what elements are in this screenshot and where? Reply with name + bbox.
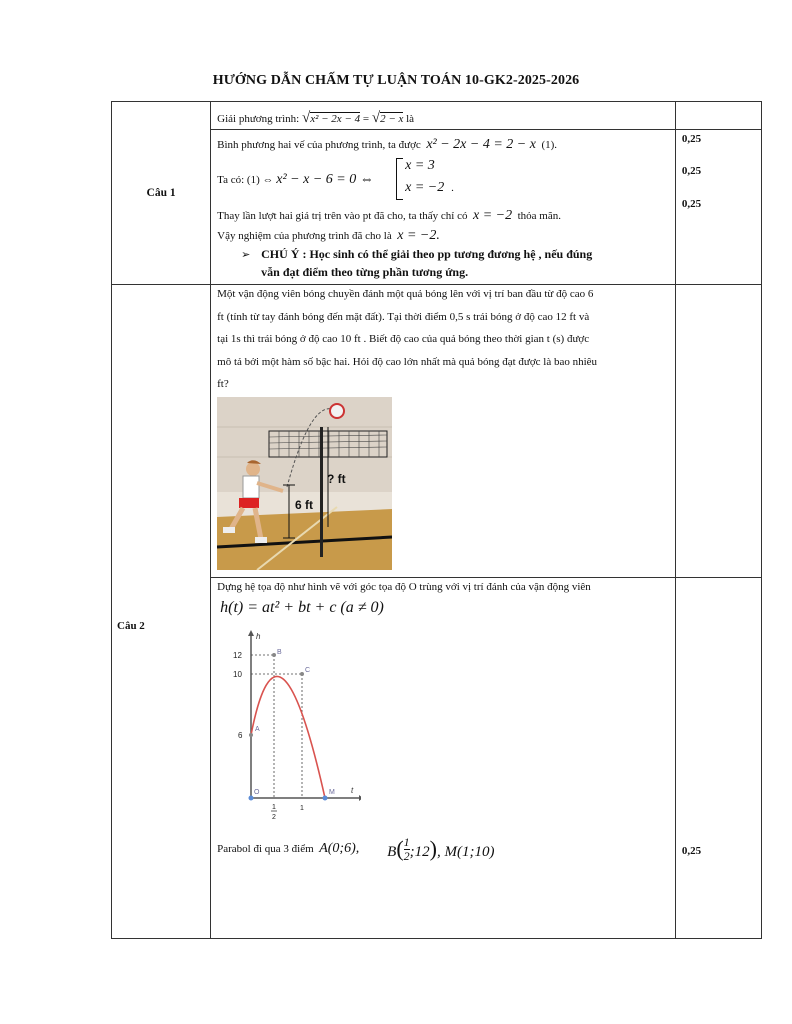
q1-prompt-cell bbox=[211, 102, 676, 130]
q1-note-line1: CHÚ Ý : Học sinh có thể giải theo pp tương đương hệ , nếu đúng bbox=[261, 247, 593, 261]
q1-step1-tag: (1). bbox=[541, 139, 558, 151]
axis-x-label: t bbox=[351, 786, 354, 795]
q1-prompt bbox=[217, 110, 414, 127]
parabola-text: Parabol đi qua 3 điểm bbox=[217, 843, 314, 855]
parabola-curve bbox=[251, 676, 325, 798]
q1-prompt-post: là bbox=[406, 113, 415, 125]
q1-rhs: 2 − x bbox=[380, 113, 404, 125]
q1-score-1: 0,25 bbox=[681, 133, 702, 145]
q2-line: mô tả bởi một hàm số bậc hai. Hỏi độ cao lớn nhất mà quả bóng đạt được là bao nhiêu bbox=[217, 355, 598, 368]
q1-step4-text: Vậy nghiệm của phương trình đã cho là bbox=[217, 230, 392, 242]
q2-line: ft? bbox=[217, 378, 229, 390]
label-o: O bbox=[254, 789, 260, 796]
point-m bbox=[323, 796, 328, 801]
sqrt-sign-icon: √ bbox=[371, 110, 381, 126]
q2-problem-cell bbox=[211, 285, 676, 578]
q1-step4 bbox=[217, 228, 440, 244]
q1-step3 bbox=[217, 208, 561, 224]
point-b-y: ;12 bbox=[409, 844, 430, 860]
tick-half-den: 2 bbox=[272, 814, 277, 821]
q1-step3-math: x = −2 bbox=[472, 208, 513, 223]
photo-label-bottom: 6 ft bbox=[295, 498, 314, 512]
q1-lhs: x² − 2x − 4 bbox=[310, 113, 361, 125]
q2-problem-row bbox=[112, 285, 762, 578]
q2-setup: Dựng hệ tọa độ như hình vẽ với góc tọa độ O trùng với vị trí đánh của vận động viên bbox=[217, 581, 591, 593]
grading-table bbox=[111, 101, 762, 939]
q1-root2: x = −2 bbox=[405, 180, 445, 195]
label-c: C bbox=[305, 667, 311, 674]
volleyball-illustration bbox=[217, 397, 392, 570]
point-o bbox=[249, 796, 254, 801]
q1-eq: = bbox=[362, 113, 370, 125]
q1-solution-cell bbox=[211, 130, 676, 285]
tick-6: 6 bbox=[238, 731, 243, 740]
point-c bbox=[300, 672, 304, 676]
q2-solution-cell bbox=[211, 578, 676, 939]
q1-label: Câu 1 bbox=[146, 187, 176, 199]
q1-step1-text: Bình phương hai vế của phương trình, ta được bbox=[217, 139, 421, 151]
page-title: HƯỚNG DẪN CHẤM TỰ LUẬN TOÁN 10-GK2-2025-2026 bbox=[212, 73, 580, 88]
q1-step2-end: . bbox=[451, 182, 454, 194]
point-b bbox=[272, 653, 276, 657]
q2-line: tại 1s thì trái bóng ở độ cao 10 ft . Biết độ cao của quả bóng theo thời gian t (s) được bbox=[217, 333, 590, 345]
q2-problem-score-cell bbox=[675, 285, 761, 578]
point-b-num: 1 bbox=[403, 835, 410, 850]
q2-label-cell bbox=[112, 285, 211, 939]
photo-label-top: ? ft bbox=[327, 472, 346, 486]
parabola-graph bbox=[231, 628, 361, 823]
tick-half-num: 1 bbox=[272, 804, 277, 811]
point-m-coord: , M(1;10) bbox=[436, 844, 495, 860]
q2-formula: h(t) = at² + bt + c (a ≠ 0) bbox=[220, 599, 384, 616]
q1-step2-math: x² − x − 6 = 0 ⇔ bbox=[276, 172, 374, 187]
label-b: B bbox=[277, 649, 282, 656]
axis-y-label: h bbox=[256, 632, 261, 641]
label-a: A bbox=[255, 726, 260, 733]
q1-root1: x = 3 bbox=[405, 158, 435, 173]
q1-score-2: 0,25 bbox=[681, 165, 702, 177]
q2-label: Câu 2 bbox=[117, 620, 145, 632]
q1-score-cell bbox=[675, 130, 761, 285]
q1-prompt-score-cell bbox=[675, 102, 761, 130]
point-b-name: B bbox=[387, 844, 397, 860]
q2-score-cell bbox=[675, 578, 761, 939]
q1-step2-text: Ta có: (1) ⇔ bbox=[217, 174, 274, 186]
q2-line: ft (tính từ tay đánh bóng đến mặt đất). Tại thời điểm 0,5 s trái bóng ở độ cao 12 ft và bbox=[217, 310, 590, 323]
q1-note-line2: vẫn đạt điểm theo từng phần tương ứng. bbox=[261, 265, 469, 279]
q2-parabola-line bbox=[217, 841, 359, 857]
point-b-den: 2 bbox=[403, 849, 410, 864]
q2-line: Một vận động viên bóng chuyền đánh một quả bóng lên với vị trí ban đầu từ độ cao 6 bbox=[217, 288, 594, 300]
q2-problem-text bbox=[217, 283, 669, 396]
label-m: M bbox=[329, 789, 335, 796]
q1-step3-text: Thay lần lượt hai giá trị trên vào pt đã cho, ta thấy chỉ có bbox=[217, 210, 468, 222]
sqrt-sign-icon: √ bbox=[301, 110, 311, 126]
tick-one: 1 bbox=[300, 805, 305, 812]
q1-step1-math: x² − 2x − 4 = 2 − x bbox=[426, 137, 536, 152]
q1-prompt-text: Giải phương trình: bbox=[217, 113, 300, 125]
point-a-coord: A(0;6), bbox=[319, 841, 360, 856]
q1-prompt-row bbox=[112, 102, 762, 130]
point-b-coord: B( $\frac{1}{2}$ ;12), M(1;10) bbox=[387, 835, 495, 864]
tick-12: 12 bbox=[233, 651, 243, 660]
q1-step3-end: thỏa mãn. bbox=[517, 210, 561, 222]
tick-10: 10 bbox=[233, 670, 243, 679]
q1-step1 bbox=[217, 137, 557, 153]
q1-score-3: 0,25 bbox=[681, 198, 702, 210]
point-a bbox=[249, 733, 253, 737]
q2-score: 0,25 bbox=[681, 845, 702, 857]
q1-label-cell bbox=[112, 102, 211, 285]
bullet-arrow-icon: ➢ bbox=[241, 249, 251, 261]
q1-step2 bbox=[217, 172, 374, 188]
system-bracket bbox=[396, 158, 403, 200]
q1-step4-math: x = −2. bbox=[397, 228, 440, 243]
